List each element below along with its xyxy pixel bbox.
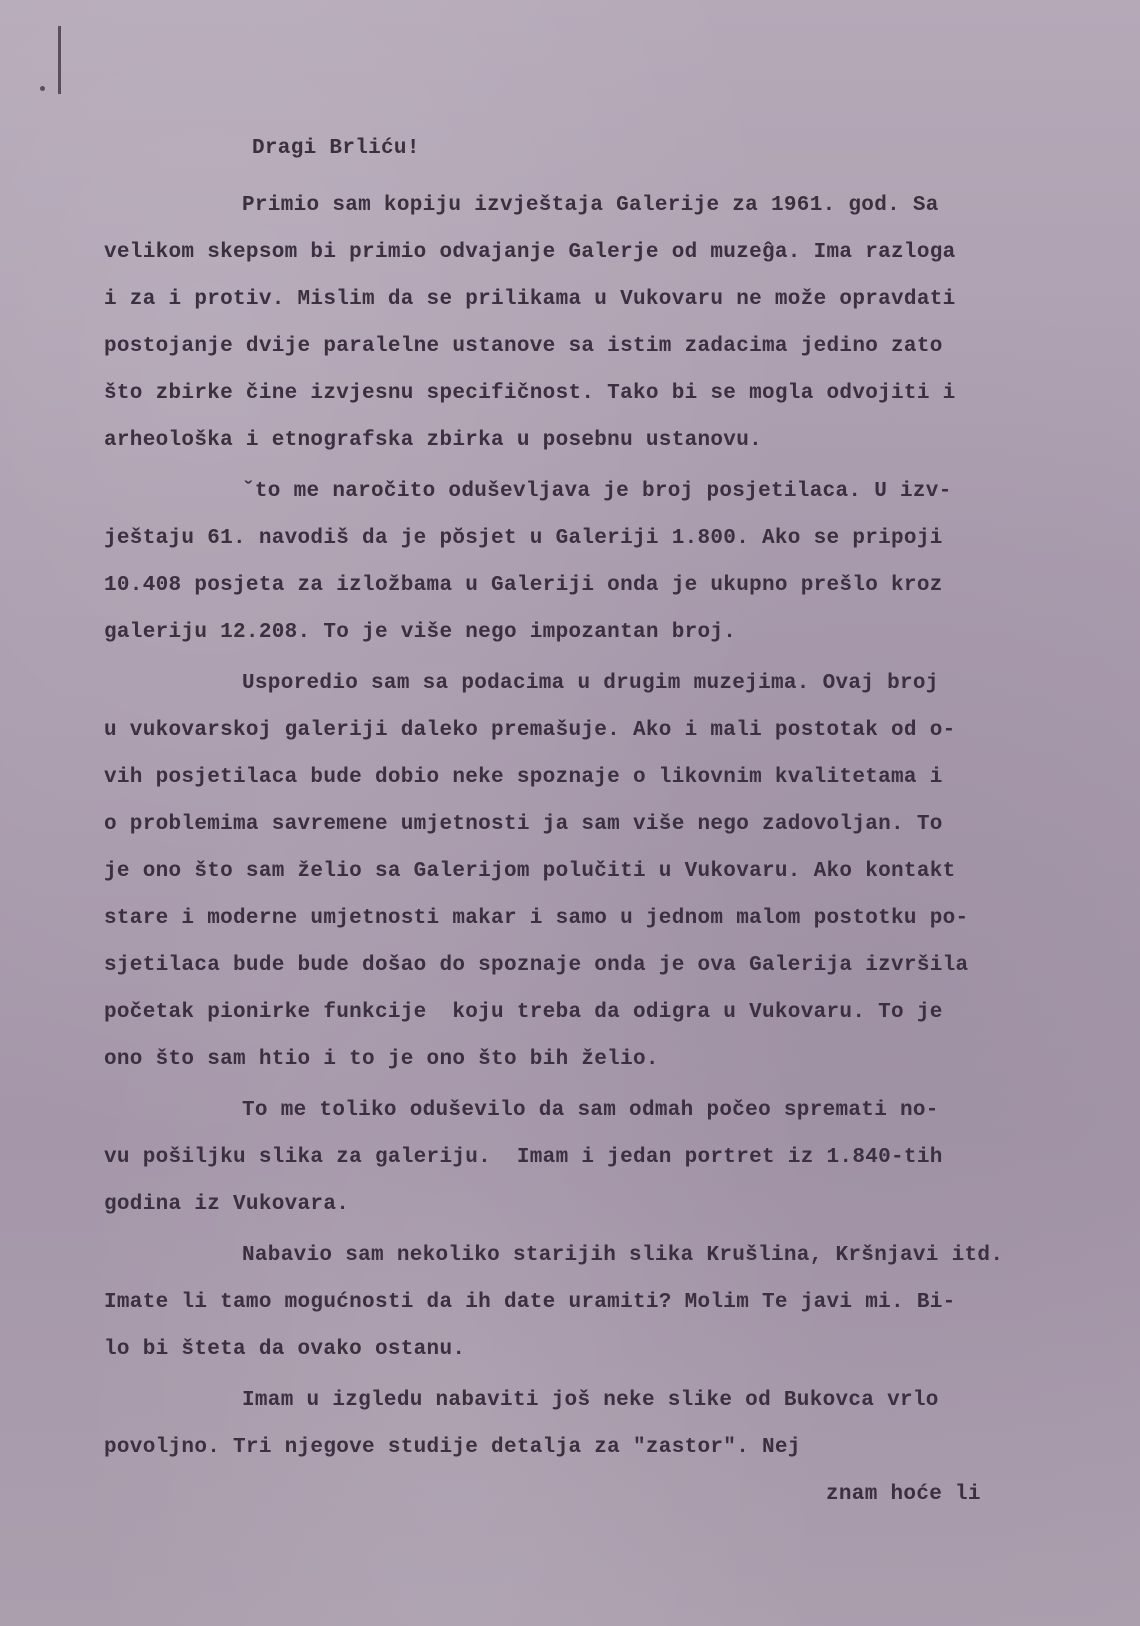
text-line: sjetilaca bude bude došao do spoznaje onda je ova Galerija izvršila <box>104 954 969 977</box>
catchword: znam hoće li <box>826 1483 981 1506</box>
text-line: i za i protiv. Mislim da se prilikama u Vukovaru ne može opravdati <box>104 288 956 311</box>
text-line: galeriju 12.208. To je više nego impozantan broj. <box>104 621 737 644</box>
text-line: Nabavio sam nekoliko starijih slika Krušlina, Kršnjavi itd. <box>242 1244 1004 1267</box>
paragraph-5 <box>104 1232 1024 1373</box>
salutation: Dragi Brliću! <box>252 137 420 160</box>
text-line: povoljno. Tri njegove studije detalja za "zastor". Nej <box>104 1436 801 1459</box>
letter-body <box>104 126 1024 1518</box>
margin-dot <box>40 86 45 91</box>
text-line: početak pionirke funkcije koju treba da odigra u Vukovaru. To je <box>104 1001 943 1024</box>
text-line: Usporedio sam sa podacima u drugim muzejima. Ovaj broj <box>242 672 939 695</box>
text-line: vu pošiljku slika za galeriju. Imam i jedan portret iz 1.840-tih <box>104 1146 943 1169</box>
text-line: Imam u izgledu nabaviti još neke slike od Bukovca vrlo <box>242 1389 939 1412</box>
text-line: 10.408 posjeta za izložbama u Galeriji onda je ukupno prešlo kroz <box>104 574 943 597</box>
paragraph-3 <box>104 660 1024 1083</box>
text-line: o problemima savremene umjetnosti ja sam više nego zadovoljan. To <box>104 813 943 836</box>
text-line: što zbirke čine izvjesnu specifičnost. Tako bi se mogla odvojiti i <box>104 382 956 405</box>
text-line: arheološka i etnografska zbirka u posebnu ustanovu. <box>104 429 763 452</box>
text-line: postojanje dvije paralelne ustanove sa istim zadacima jedino zato <box>104 335 943 358</box>
paragraph-1 <box>104 182 1024 464</box>
text-line: velikom skepsom bi primio odvajanje Galerje od muzeĝa. Ima razloga <box>104 241 956 264</box>
text-line: lo bi šteta da ovako ostanu. <box>104 1338 466 1361</box>
text-line: stare i moderne umjetnosti makar i samo u jednom malom postotku po- <box>104 907 969 930</box>
text-line: godina iz Vukovara. <box>104 1193 350 1216</box>
text-line: je ono što sam želio sa Galerijom polučiti u Vukovaru. Ako kontakt <box>104 860 956 883</box>
paragraph-2 <box>104 468 1024 656</box>
text-line: Primio sam kopiju izvještaja Galerije za 1961. god. Sa <box>242 194 939 217</box>
text-line: ono što sam htio i to je ono što bih želio. <box>104 1048 659 1071</box>
text-line: To me toliko oduševilo da sam odmah počeo spremati no- <box>242 1099 939 1122</box>
text-line: Imate li tamo mogućnosti da ih date uramiti? Molim Te javi mi. Bi- <box>104 1291 956 1314</box>
paragraph-4 <box>104 1087 1024 1228</box>
text-line: ještaju 61. navodiš da je pŏsjet u Galeriji 1.800. Ako se pripoji <box>104 527 943 550</box>
margin-mark <box>58 26 61 94</box>
text-line: u vukovarskoj galeriji daleko premašuje. Ako i mali postotak od o- <box>104 719 956 742</box>
text-line: vih posjetilaca bude dobio neke spoznaje o likovnim kvalitetama i <box>104 766 943 789</box>
text-line: ˇto me naročito oduševljava je broj posjetilaca. U izv- <box>242 480 952 503</box>
paragraph-6 <box>104 1377 1024 1518</box>
